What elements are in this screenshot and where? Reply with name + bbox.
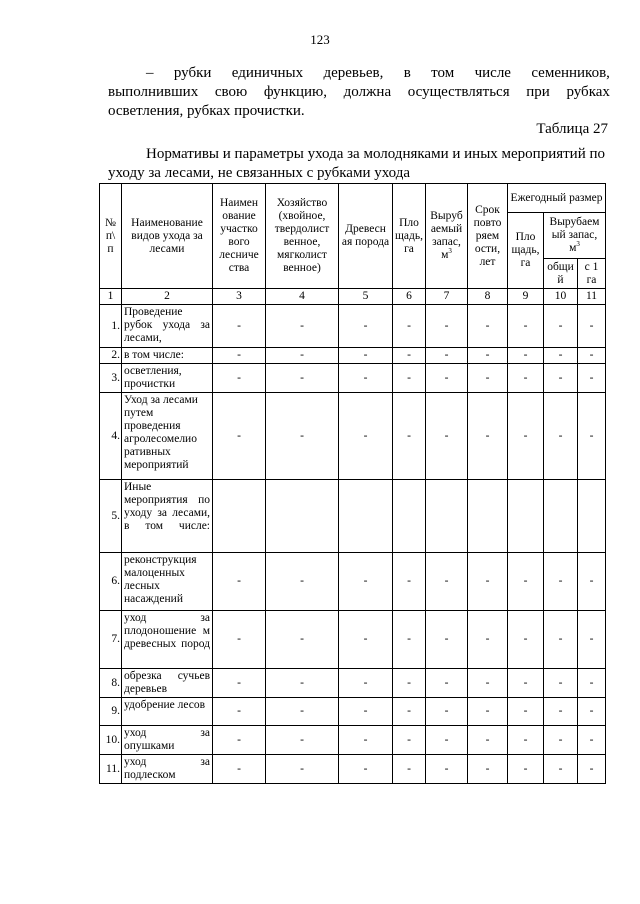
column-number: 10	[544, 289, 578, 305]
row-cell: -	[213, 305, 266, 348]
row-cell: -	[468, 305, 508, 348]
row-cell: -	[468, 364, 508, 393]
row-cell: -	[468, 393, 508, 480]
row-name: Уход за лесами путем проведения агролесомелио ративных мероприятий	[122, 393, 213, 480]
table-label: Таблица 27	[536, 121, 608, 137]
row-cell: -	[468, 755, 508, 784]
header-per-ha: с 1 га	[578, 259, 606, 289]
header-area: Пло щадь, га	[393, 184, 426, 289]
table-row	[100, 305, 606, 348]
row-cell: -	[468, 348, 508, 364]
row-cell: -	[426, 553, 468, 611]
row-cell	[468, 480, 508, 553]
row-cell: -	[339, 726, 393, 755]
row-cell: -	[426, 755, 468, 784]
intro-word: семенников,	[531, 65, 610, 81]
row-cell: -	[508, 348, 544, 364]
row-cell: -	[339, 348, 393, 364]
row-cell	[266, 480, 339, 553]
row-name: удобрение лесов	[122, 698, 213, 726]
row-cell: -	[266, 553, 339, 611]
header-period: Срок повто ряем ости, лет	[468, 184, 508, 289]
intro-word: осветления, рубках прочистки.	[108, 103, 305, 119]
row-cell: -	[426, 726, 468, 755]
intro-line	[108, 64, 610, 83]
intro-paragraph	[108, 64, 610, 121]
row-cell: -	[213, 553, 266, 611]
row-name: реконструкция малоценных лесных насаждений	[122, 553, 213, 611]
row-cell: -	[426, 364, 468, 393]
column-number: 5	[339, 289, 393, 305]
row-cell: -	[339, 698, 393, 726]
row-cell: -	[339, 611, 393, 669]
intro-word: числе	[474, 65, 511, 81]
table-row	[100, 393, 606, 480]
row-cell: -	[508, 669, 544, 698]
table-title-line-1: Нормативы и параметры ухода за молодняками и иных мероприятий по	[146, 146, 606, 162]
row-cell: -	[266, 726, 339, 755]
row-cell: -	[426, 698, 468, 726]
intro-word: должна	[343, 84, 392, 100]
row-cell: -	[393, 364, 426, 393]
intro-word: при	[526, 84, 550, 100]
intro-line	[108, 83, 610, 102]
table-row	[100, 553, 606, 611]
row-cell: -	[339, 553, 393, 611]
row-cell: -	[578, 348, 606, 364]
row-name: уход за подлеском	[122, 755, 213, 784]
row-name: Иные мероприятия по уходу за лесами, в том числе:	[122, 480, 213, 553]
intro-word: в	[403, 65, 411, 81]
row-cell: -	[578, 669, 606, 698]
row-cell: -	[266, 348, 339, 364]
row-cell: -	[393, 669, 426, 698]
header-num: № п\ п	[100, 184, 122, 289]
row-cell: -	[544, 364, 578, 393]
row-name: Проведение рубок ухода за лесами,	[122, 305, 213, 348]
row-name: осветления, прочистки	[122, 364, 213, 393]
row-number: 8.	[100, 669, 122, 698]
row-cell: -	[393, 393, 426, 480]
column-number: 7	[426, 289, 468, 305]
row-cell: -	[578, 364, 606, 393]
row-cell: -	[544, 553, 578, 611]
row-cell: -	[468, 611, 508, 669]
row-cell: -	[508, 364, 544, 393]
row-cell: -	[508, 611, 544, 669]
row-cell: -	[393, 755, 426, 784]
row-cell: -	[544, 755, 578, 784]
row-number: 11.	[100, 755, 122, 784]
row-cell: -	[544, 305, 578, 348]
row-cell	[213, 480, 266, 553]
row-cell: -	[266, 698, 339, 726]
row-cell: -	[544, 726, 578, 755]
row-cell: -	[393, 698, 426, 726]
row-cell: -	[544, 669, 578, 698]
row-cell: -	[339, 755, 393, 784]
row-cell: -	[266, 611, 339, 669]
table-row	[100, 480, 606, 553]
row-number: 10.	[100, 726, 122, 755]
column-number: 9	[508, 289, 544, 305]
row-cell	[426, 480, 468, 553]
table-title-line-2: уходу за лесами, не связанных с рубками ухода	[108, 165, 411, 181]
table-row	[100, 726, 606, 755]
row-cell: -	[578, 611, 606, 669]
header-annual-area: Пло щадь, га	[508, 213, 544, 289]
row-cell: -	[508, 698, 544, 726]
table-row	[100, 611, 606, 669]
row-cell: -	[339, 305, 393, 348]
intro-word: деревьев,	[323, 65, 384, 81]
row-cell: -	[544, 348, 578, 364]
forest-care-table	[99, 183, 606, 784]
row-number: 7.	[100, 611, 122, 669]
row-cell: -	[266, 305, 339, 348]
row-cell: -	[578, 305, 606, 348]
header-annual-volume: Вырубаем ый запас, $м^3$	[544, 213, 606, 259]
header-total: общи й	[544, 259, 578, 289]
row-cell: -	[468, 669, 508, 698]
row-cell: -	[508, 755, 544, 784]
table-row	[100, 348, 606, 364]
column-number: 3	[213, 289, 266, 305]
header-species: Древесн ая порода	[339, 184, 393, 289]
row-number: 4.	[100, 393, 122, 480]
row-cell: -	[578, 393, 606, 480]
page-number: 123	[310, 32, 330, 47]
row-cell: -	[393, 726, 426, 755]
row-cell	[508, 480, 544, 553]
column-number: 1	[100, 289, 122, 305]
header-forestry: Наимен ование участко вого лесниче ства	[213, 184, 266, 289]
row-cell: -	[544, 393, 578, 480]
row-number: 2.	[100, 348, 122, 364]
intro-word: единичных	[231, 65, 304, 81]
row-cell: -	[213, 393, 266, 480]
row-cell: -	[266, 755, 339, 784]
row-cell: -	[393, 305, 426, 348]
row-cell	[578, 480, 606, 553]
row-cell: -	[508, 305, 544, 348]
row-cell: -	[266, 669, 339, 698]
row-number: 9.	[100, 698, 122, 726]
intro-word: выполнивших	[108, 84, 199, 100]
row-cell: -	[426, 393, 468, 480]
row-cell: -	[213, 755, 266, 784]
row-cell: -	[213, 348, 266, 364]
row-cell: -	[578, 755, 606, 784]
column-number: 8	[468, 289, 508, 305]
row-cell: -	[578, 698, 606, 726]
row-cell: -	[339, 669, 393, 698]
intro-word: свою	[214, 84, 248, 100]
row-number: 1.	[100, 305, 122, 348]
row-cell: -	[468, 726, 508, 755]
row-cell: -	[468, 698, 508, 726]
column-number: 6	[393, 289, 426, 305]
row-cell: -	[339, 393, 393, 480]
header-farm: Хозяйство (хвойное, твердолист венное, мягколист венное)	[266, 184, 339, 289]
row-cell: -	[426, 305, 468, 348]
row-number: 3.	[100, 364, 122, 393]
row-number: 5.	[100, 480, 122, 553]
row-cell: -	[544, 611, 578, 669]
row-cell: -	[426, 669, 468, 698]
row-name: обрезка сучьев деревьев	[122, 669, 213, 698]
row-cell: -	[339, 364, 393, 393]
row-cell	[393, 480, 426, 553]
intro-word: рубках	[566, 84, 610, 100]
row-cell: -	[426, 611, 468, 669]
row-cell: -	[426, 348, 468, 364]
intro-word: том	[431, 65, 455, 81]
row-cell: -	[508, 553, 544, 611]
row-cell: -	[213, 669, 266, 698]
column-number: 4	[266, 289, 339, 305]
row-name: в том числе:	[122, 348, 213, 364]
row-cell: -	[213, 364, 266, 393]
row-cell: -	[578, 726, 606, 755]
table-row	[100, 755, 606, 784]
row-cell: -	[213, 611, 266, 669]
row-name: уход за плодоношение м древесных пород	[122, 611, 213, 669]
table-row	[100, 669, 606, 698]
intro-line	[108, 102, 610, 121]
row-cell: -	[213, 698, 266, 726]
intro-word: рубки	[173, 65, 212, 81]
row-cell: -	[393, 553, 426, 611]
row-cell	[339, 480, 393, 553]
row-cell: -	[266, 393, 339, 480]
column-number: 11	[578, 289, 606, 305]
row-number: 6.	[100, 553, 122, 611]
table-row	[100, 364, 606, 393]
row-cell: -	[266, 364, 339, 393]
table-row	[100, 698, 606, 726]
intro-word: осуществляться	[407, 84, 510, 100]
row-name: уход за опушками	[122, 726, 213, 755]
header-annual: Ежегодный размер	[508, 184, 606, 213]
row-cell: -	[508, 726, 544, 755]
header-volume: Выруб аемый запас, $м^3$	[426, 184, 468, 289]
column-number: 2	[122, 289, 213, 305]
row-cell: -	[468, 553, 508, 611]
header-name: Наименование видов ухода за лесами	[122, 184, 213, 289]
row-cell: -	[508, 393, 544, 480]
intro-word: –	[146, 65, 154, 81]
row-cell	[544, 480, 578, 553]
intro-word: функцию,	[263, 84, 327, 100]
row-cell: -	[393, 348, 426, 364]
table-title	[108, 145, 610, 183]
row-cell: -	[213, 726, 266, 755]
row-cell: -	[544, 698, 578, 726]
row-cell: -	[393, 611, 426, 669]
row-cell: -	[578, 553, 606, 611]
